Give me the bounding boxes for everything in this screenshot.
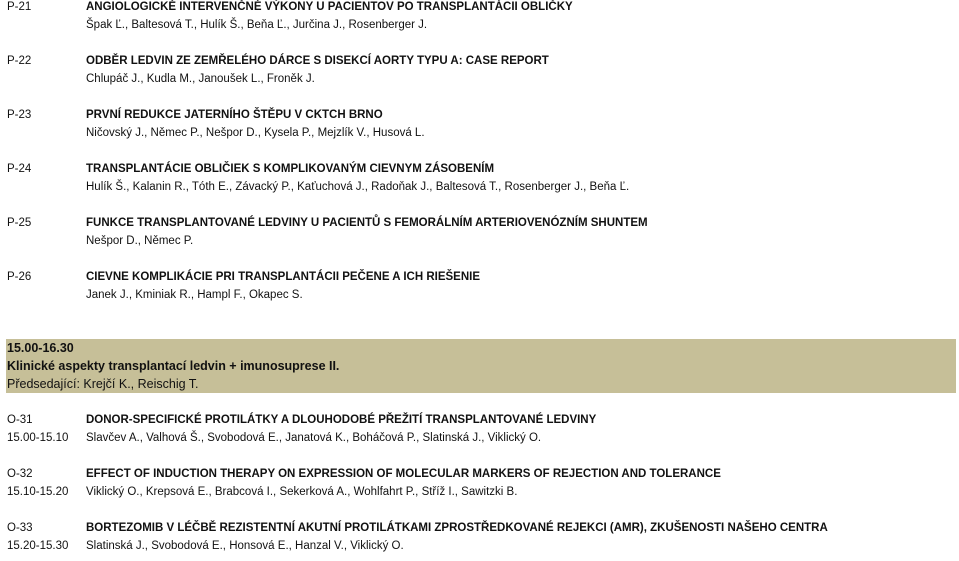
poster-code: P-25	[7, 217, 32, 229]
talk-code: O-32	[7, 468, 33, 480]
talk-authors: Slatinská J., Svobodová E., Honsová E., Hanzal V., Viklický O.	[86, 540, 404, 552]
poster-title: CIEVNE KOMPLIKÁCIE PRI TRANSPLANTÁCII PEČENE A ICH RIEŠENIE	[86, 271, 481, 283]
talk-title: BORTEZOMIB V LÉČBĚ REZISTENTNÍ AKUTNÍ PROTILÁTKAMI ZPROSTŘEDKOVANÉ REJEKCI (AMR), ZKUŠENOSTI NAŠEHO CENTRA	[86, 522, 828, 534]
talk-entry-o31	[0, 413, 959, 453]
poster-code: P-24	[7, 163, 32, 175]
poster-authors: Nešpor D., Němec P.	[86, 235, 194, 247]
poster-authors: Ničovský J., Němec P., Nešpor D., Kysela P., Mejzlík V., Husová L.	[86, 127, 425, 139]
poster-title: PRVNÍ REDUKCE JATERNÍHO ŠTĚPU V CKTCH BRNO	[86, 109, 383, 121]
poster-authors: Chlupáč J., Kudla M., Janoušek L., Froněk J.	[86, 73, 315, 85]
talk-authors: Slavčev A., Valhová Š., Svobodová E., Janatová K., Boháčová P., Slatinská J., Viklický O.	[86, 432, 542, 444]
session-time: 15.00-16.30	[7, 341, 74, 355]
poster-title: ODBĚR LEDVIN ZE ZEMŘELÉHO DÁRCE S DISEKCÍ AORTY TYPU A: CASE REPORT	[86, 55, 549, 67]
poster-authors: Špak Ľ., Baltesová T., Hulík Š., Beňa Ľ., Jurčina J., Rosenberger J.	[86, 19, 428, 31]
talk-time: 15.10-15.20	[7, 486, 69, 498]
session-title: Klinické aspekty transplantací ledvin + imunosuprese II.	[7, 359, 340, 373]
talk-entry-o32	[0, 467, 959, 507]
poster-title: TRANSPLANTÁCIE OBLIČIEK S KOMPLIKOVANÝM CIEVNYM ZÁSOBENÍM	[86, 163, 495, 175]
poster-title: FUNKCE TRANSPLANTOVANÉ LEDVINY U PACIENTŮ S FEMORÁLNÍM ARTERIOVENÓZNÍM SHUNTEM	[86, 217, 648, 229]
poster-entry-p26	[0, 270, 959, 310]
poster-code: P-21	[7, 1, 32, 13]
poster-entry-p25	[0, 216, 959, 256]
talk-title: DONOR-SPECIFICKÉ PROTILÁTKY A DLOUHODOBÉ PŘEŽITÍ TRANSPLANTOVANÉ LEDVINY	[86, 414, 597, 426]
talk-time: 15.00-15.10	[7, 432, 69, 444]
talk-title: EFFECT OF INDUCTION THERAPY ON EXPRESSION OF MOLECULAR MARKERS OF REJECTION AND TOLERANCE	[86, 468, 721, 480]
talk-authors: Viklický O., Krepsová E., Brabcová I., Sekerková A., Wohlfahrt P., Stříž I., Sawitzki B.	[86, 486, 518, 498]
talk-entry-o33	[0, 521, 959, 561]
talk-code: O-33	[7, 522, 33, 534]
session-chairs: Předsedající: Krejčí K., Reischig T.	[7, 377, 199, 391]
poster-entry-p21	[0, 0, 959, 40]
poster-code: P-26	[7, 271, 32, 283]
poster-code: P-22	[7, 55, 32, 67]
session-header	[6, 339, 956, 393]
poster-authors: Janek J., Kminiak R., Hampl F., Okapec S.	[86, 289, 303, 301]
poster-authors: Hulík Š., Kalanin R., Tóth E., Závacký P., Kaťuchová J., Radoňak J., Baltesová T., Rosenberger J., Beňa Ľ.	[86, 181, 630, 193]
talk-time: 15.20-15.30	[7, 540, 69, 552]
poster-entry-p24	[0, 162, 959, 202]
poster-title: ANGIOLOGICKÉ INTERVENČNÉ VÝKONY U PACIENTOV PO TRANSPLANTÁCII OBLIČKY	[86, 1, 573, 13]
poster-entry-p23	[0, 108, 959, 148]
poster-code: P-23	[7, 109, 32, 121]
talk-code: O-31	[7, 414, 33, 426]
poster-entry-p22	[0, 54, 959, 94]
